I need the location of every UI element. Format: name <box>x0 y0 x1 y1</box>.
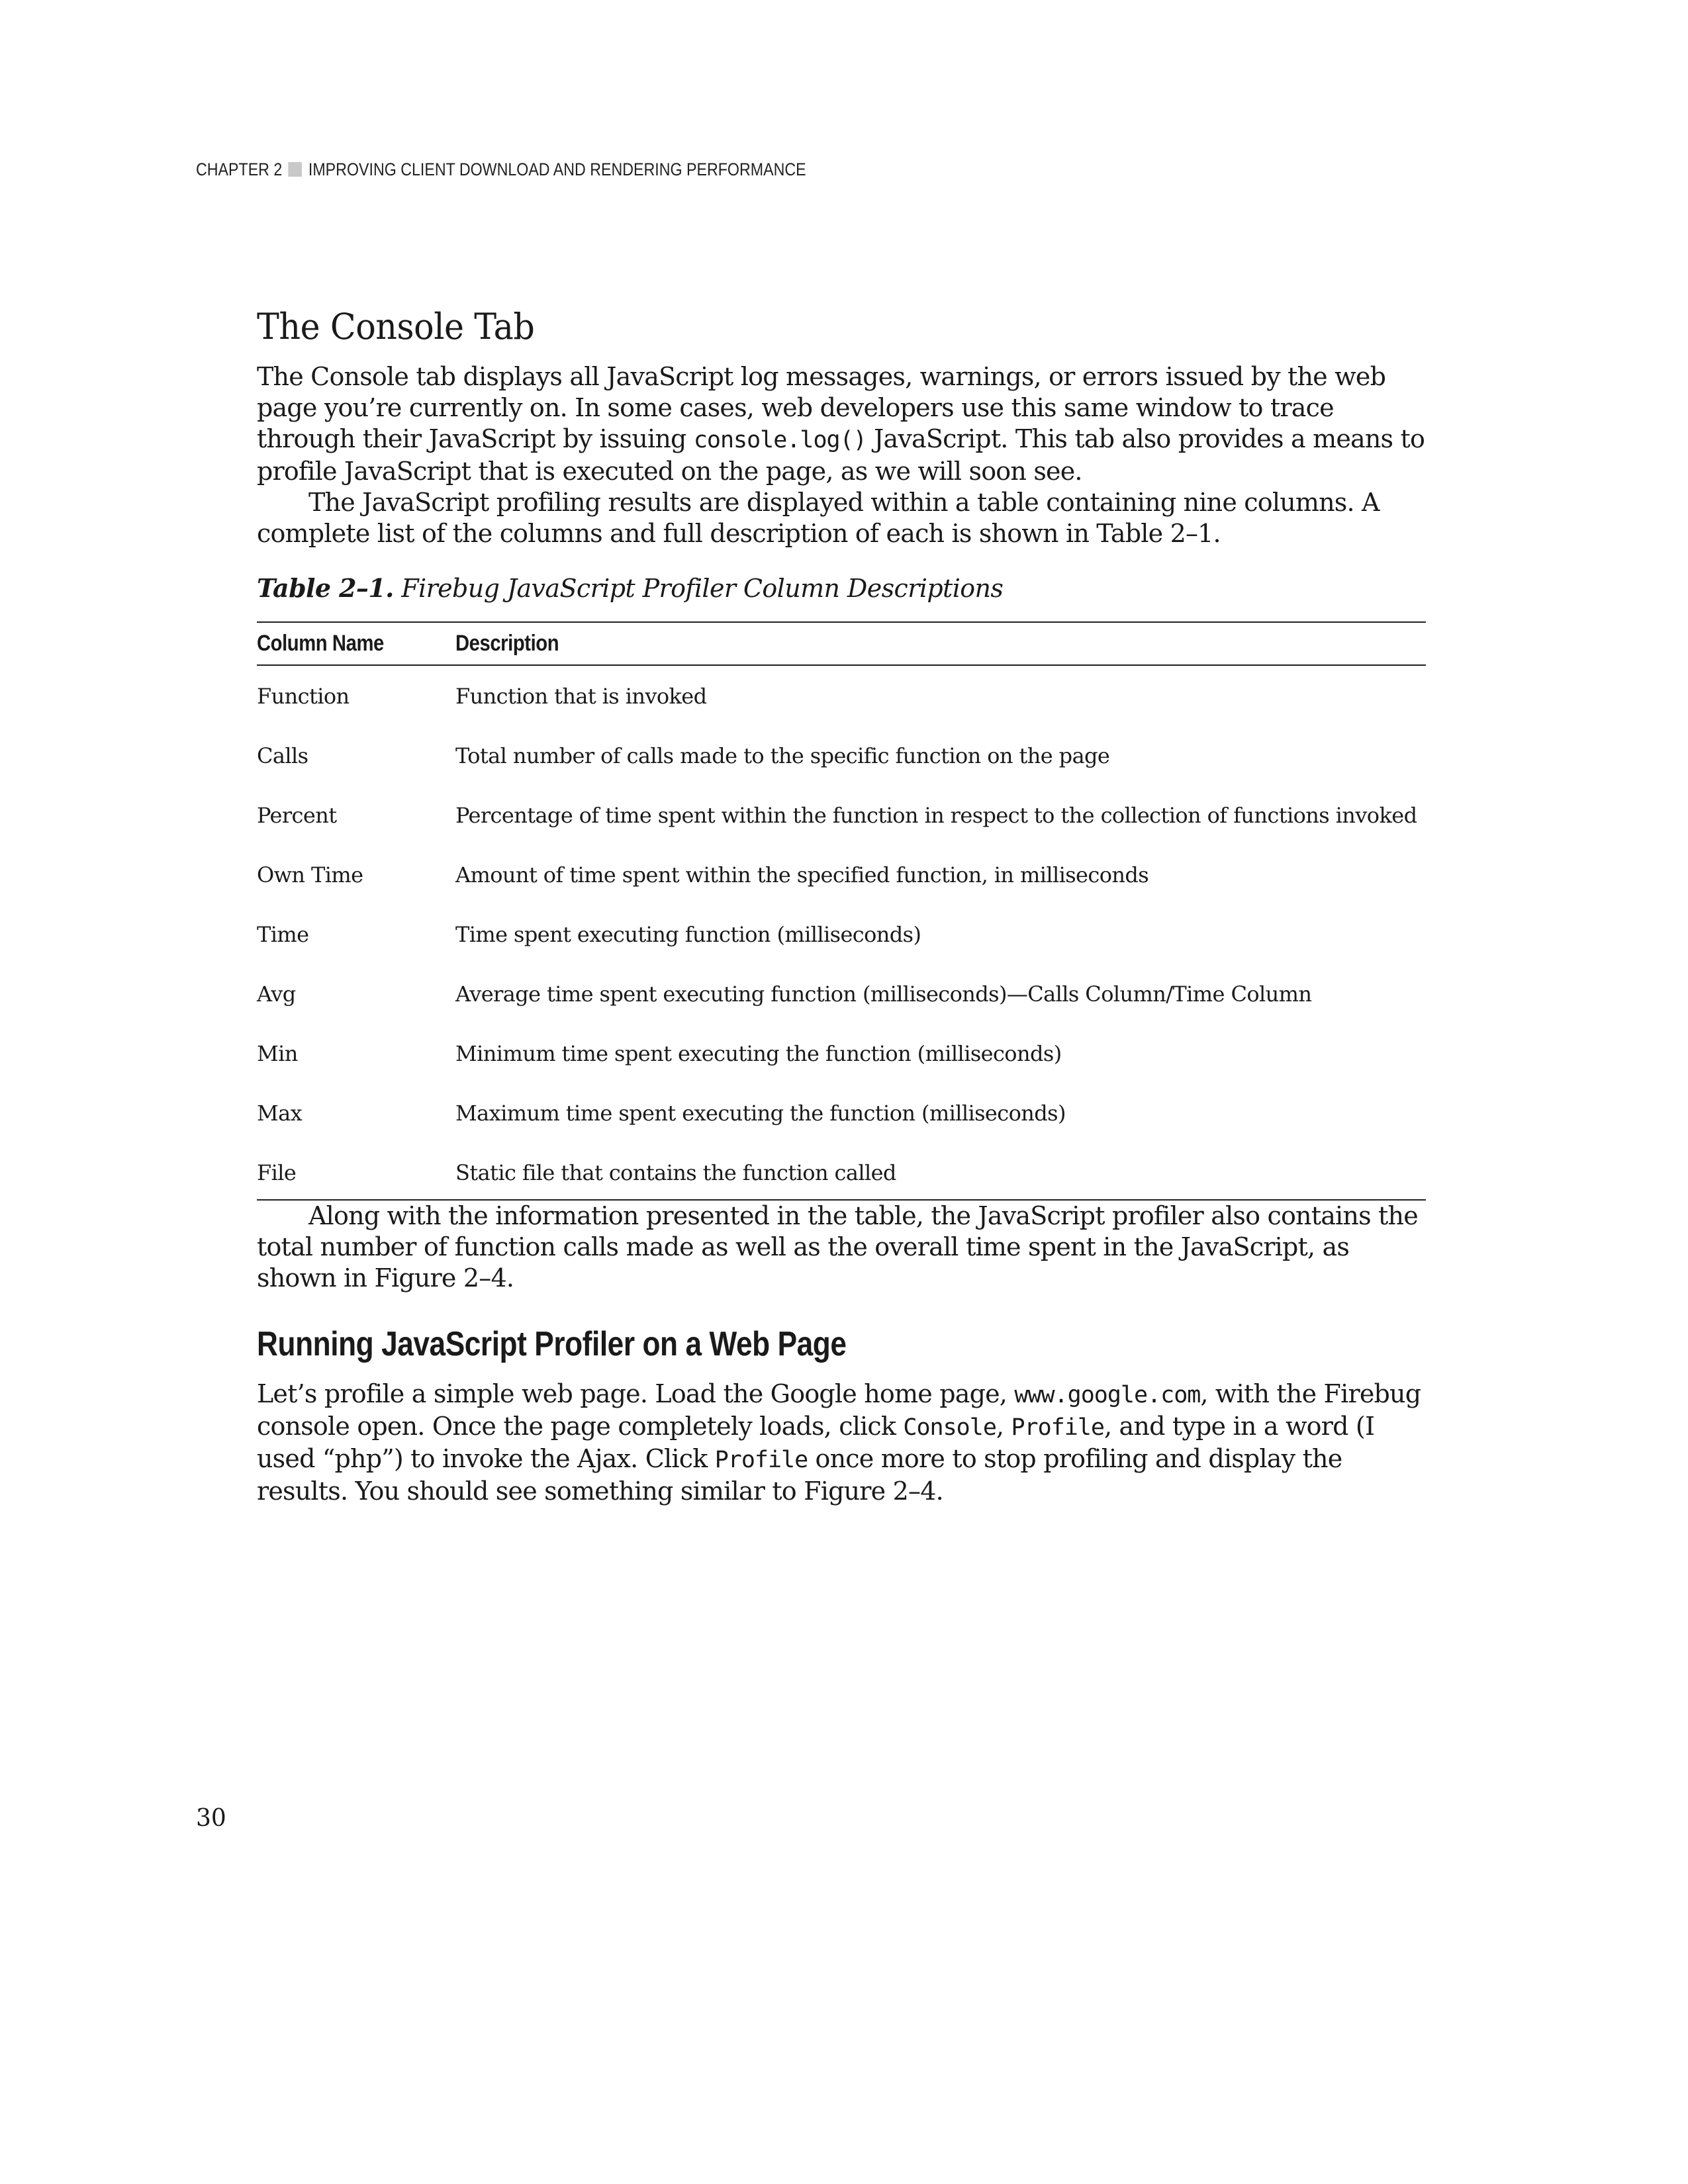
table-row <box>257 1100 1426 1160</box>
subsection-title: Running JavaScript Profiler on a Web Page <box>257 1325 847 1363</box>
table-row <box>257 1040 1426 1100</box>
running-head <box>196 159 806 180</box>
paragraph-after-table: Along with the information presented in the table, the JavaScript profiler also contains the total number of function calls made as well as the overall time spent in the JavaScript, as shown in Figure 2–4. <box>257 1201 1418 1293</box>
cell-description: Percentage of time spent within the function in respect to the collection of functions invoked <box>455 803 1417 828</box>
header-column-name: Column Name <box>257 622 455 665</box>
profiler-columns-table <box>257 621 1426 1201</box>
cell-description: Static file that contains the function called <box>455 1160 896 1185</box>
inline-code-profile: Profile <box>714 1447 808 1473</box>
cell-column-name: Percent <box>257 803 337 828</box>
cell-column-name: Calls <box>257 743 308 768</box>
paragraph-text: JavaScript. This tab also provides a means to profile JavaScript that is executed on the page, as we will soon see. <box>257 424 1425 486</box>
cell-column-name: Own Time <box>257 862 363 887</box>
inline-code-console-log: console.log() <box>693 427 867 453</box>
table-row <box>257 981 1426 1040</box>
table-row <box>257 921 1426 981</box>
table-header-row <box>257 622 1426 665</box>
cell-description: Total number of calls made to the specific function on the page <box>455 743 1110 768</box>
paragraph-profile-google: Let’s profile a simple web page. Load the Google home page, www.google.com, with the Firebug console open. Once the page completely loads, click Console, Profile, and type in a word (I used “php”) to invoke the Ajax. Click Profile once more to stop profiling and display the results. You should see something similar to Figure 2–4. <box>257 1379 1421 1506</box>
cell-column-name: File <box>257 1160 297 1185</box>
page-number: 30 <box>196 1805 226 1832</box>
section-title: The Console Tab <box>257 306 535 347</box>
table-caption <box>257 573 1426 603</box>
cell-description: Average time spent executing function (milliseconds)—Calls Column/Time Column <box>455 981 1312 1007</box>
cell-description: Minimum time spent executing the function (milliseconds) <box>455 1041 1062 1066</box>
cell-column-name: Avg <box>257 981 296 1007</box>
cell-description: Function that is invoked <box>455 684 707 709</box>
inline-code-profile: Profile <box>1011 1414 1104 1441</box>
running-head-title: IMPROVING CLIENT DOWNLOAD AND RENDERING PERFORMANCE <box>308 159 806 179</box>
running-head-chapter: CHAPTER 2 <box>196 159 283 179</box>
cell-column-name: Min <box>257 1041 298 1066</box>
inline-code-console: Console <box>903 1414 996 1441</box>
table-row <box>257 802 1426 862</box>
cell-description: Amount of time spent within the specified function, in milliseconds <box>455 862 1149 887</box>
cell-description: Maximum time spent executing the function (milliseconds) <box>455 1101 1066 1126</box>
header-description: Description <box>455 622 1426 665</box>
page-content <box>257 306 1426 1507</box>
table-row <box>257 665 1426 743</box>
inline-code-url: www.google.com <box>1014 1382 1201 1408</box>
cell-column-name: Max <box>257 1101 303 1126</box>
paragraph-text: The Console tab displays all JavaScript log messages, warnings, or errors issued by the web page you’re currently on. In some cases, web developers use this same window to trace through their JavaScript by issuing <box>257 362 1386 453</box>
paragraph-profiling-results: The JavaScript profiling results are displayed within a table containing nine columns. A complete list of the columns and full description of each is shown in Table 2–1. <box>257 488 1380 548</box>
table-row <box>257 743 1426 802</box>
table-caption-text: Firebug JavaScript Profiler Column Descriptions <box>401 574 1004 603</box>
cell-description: Time spent executing function (milliseconds) <box>455 922 921 947</box>
cell-column-name: Time <box>257 922 309 947</box>
table-row <box>257 862 1426 921</box>
table-row <box>257 1160 1426 1200</box>
cell-column-name: Function <box>257 684 350 709</box>
running-head-separator-icon <box>288 162 302 177</box>
paragraph-console-intro <box>257 361 1426 487</box>
table-caption-number: Table 2–1. <box>257 573 394 603</box>
